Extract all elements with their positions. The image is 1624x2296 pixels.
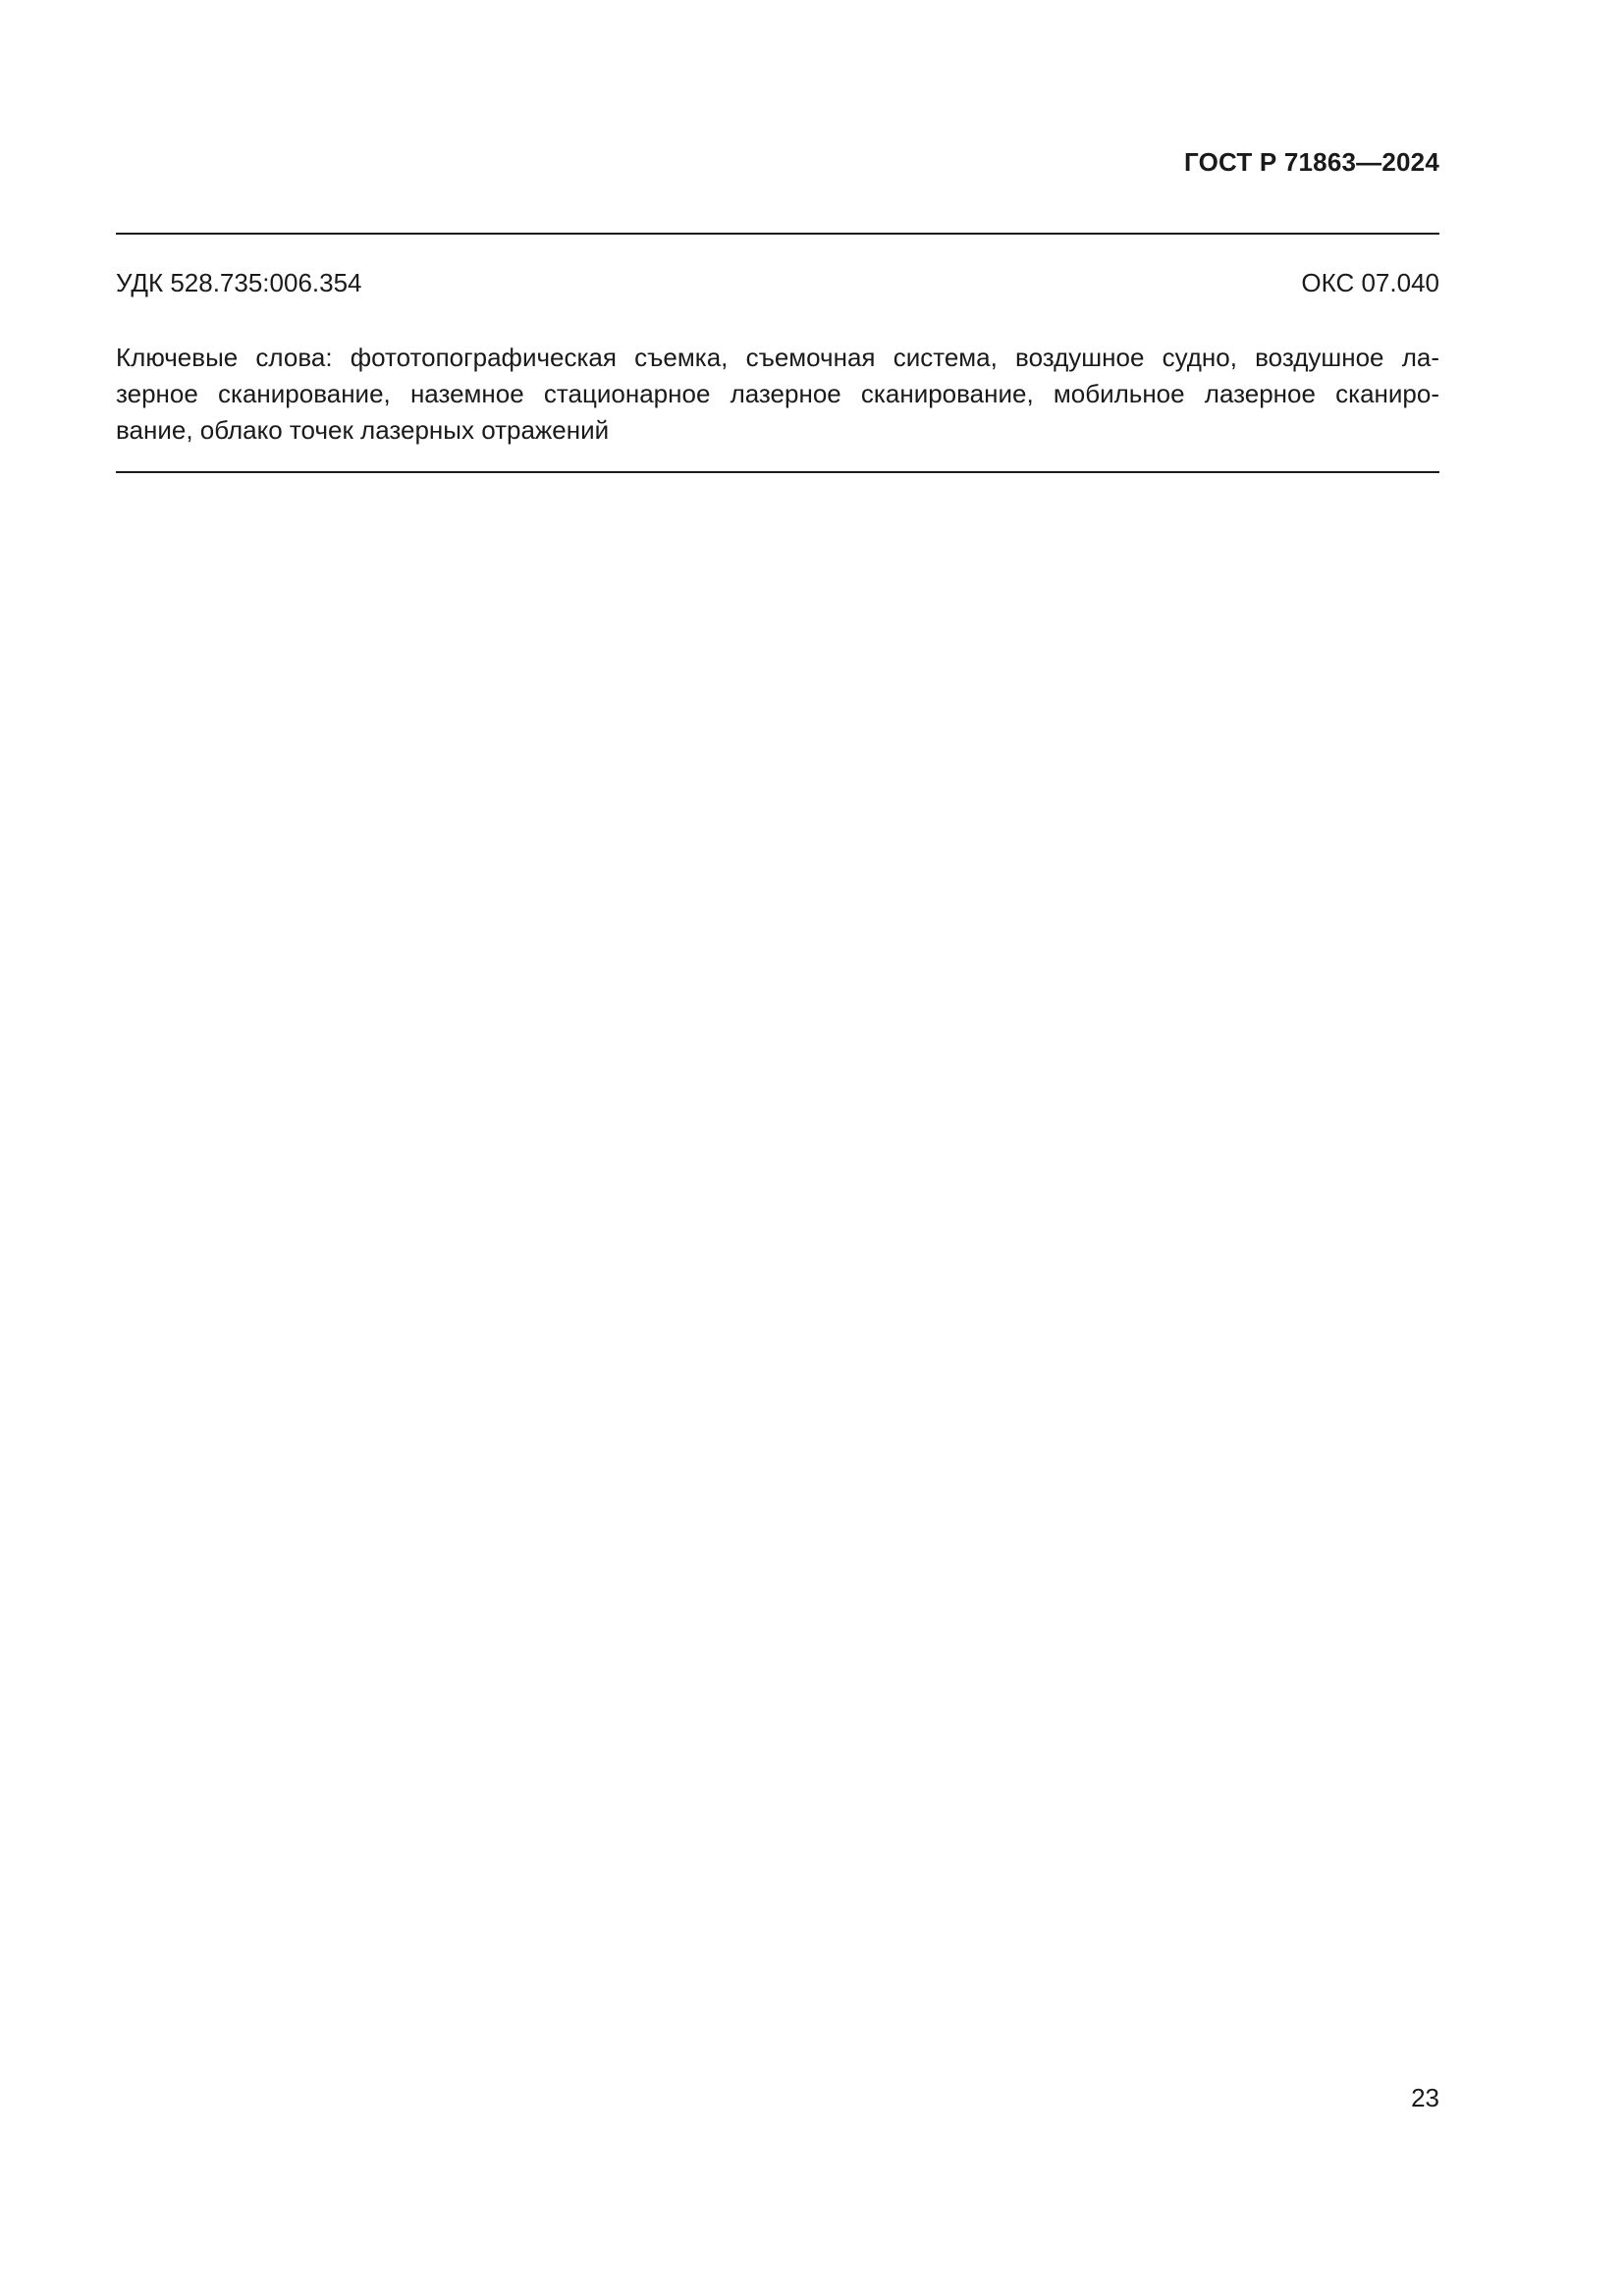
keywords-paragraph [116, 340, 1439, 449]
top-divider [116, 233, 1439, 235]
udk-code: УДК 528.735:006.354 [116, 268, 362, 297]
oks-code: ОКС 07.040 [1301, 268, 1439, 297]
keywords-line: зерное сканирование, наземное стационарное лазерное сканирование, мобильное лазерное сканиро- [116, 379, 1439, 408]
keywords-line: Ключевые слова: фототопографическая съемка, съемочная система, воздушное судно, воздушное ла- [116, 343, 1439, 372]
standard-code: ГОСТ Р 71863—2024 [1184, 147, 1439, 177]
bottom-divider [116, 471, 1439, 473]
keywords-line: вание, облако точек лазерных отражений [116, 415, 610, 445]
page-number: 23 [1411, 2083, 1439, 2112]
